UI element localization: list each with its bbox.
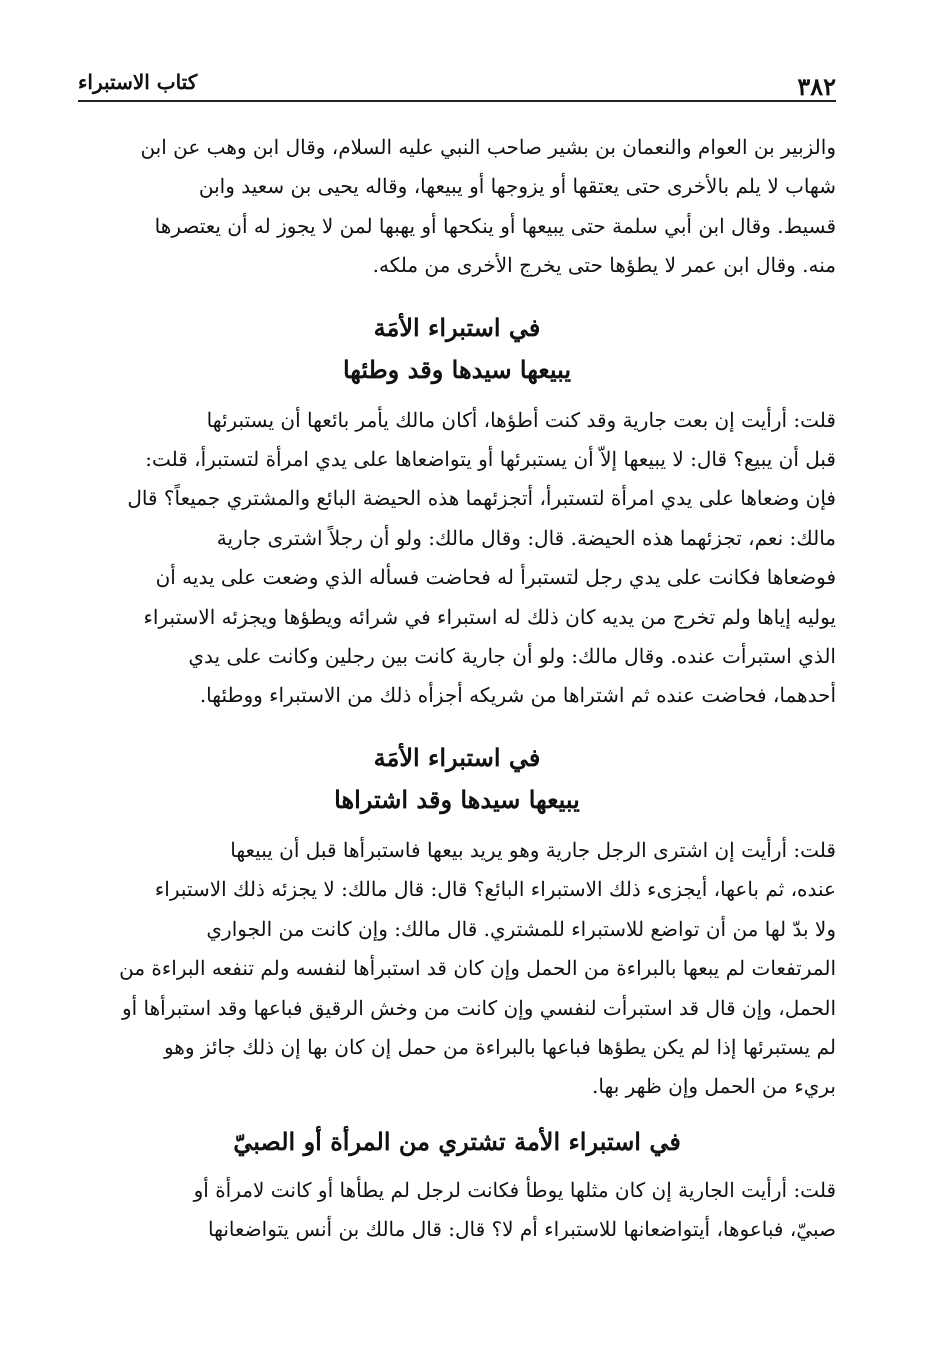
text-line: لم يستبرئها إذا لم يكن يطؤها فباعها بالبراءة من حمل إن كان بها إن ذلك جائز وهو: [163, 1034, 836, 1059]
section-sold-after-intercourse: [78, 286, 836, 716]
heading-line: في استبراء الأمَة: [373, 742, 541, 772]
text-line: الذي استبرأت عنده. وقال مالك: ولو أن جارية كانت بين رجلين وكانت على يدي: [188, 644, 836, 669]
page-content: [78, 128, 836, 1250]
text-line: المرتفعات لم يبعها بالبراءة من الحمل وإن كان قد استبرأها لنفسه ولم تنفعه البراءة من: [119, 956, 836, 981]
text-line: صبيّ، فباعوها، أيتواضعانها للاستبراء أم لا؟ قال: قال مالك بن أنس يتواضعانها: [208, 1217, 836, 1242]
running-title: كتاب الاستبراء: [78, 70, 198, 94]
text-line: قلت: أرأيت الجارية إن كان مثلها يوطأ فكانت لرجل لم يطأها أو كانت لامرأة أو: [193, 1177, 836, 1202]
heading-line: يبيعها سيدها وقد وطئها: [342, 354, 572, 384]
text-line: قلت: أرأيت إن اشترى الرجل جارية وهو يريد بيعها فاستبرأها قبل أن يبيعها: [230, 837, 836, 862]
section-sold-after-purchase: [78, 716, 836, 1107]
section-bought-from-woman-or-boy: [78, 1107, 836, 1250]
section-intro: [78, 128, 836, 286]
text-line: منه. وقال ابن عمر لا يطؤها حتى يخرج الأخرى من ملكه.: [372, 253, 836, 278]
text-line: فوضعاها فكانت على يدي رجل لتستبرأ له فحاضت فسأله الذي وضعت على يديه أن: [155, 565, 836, 590]
text-line: فإن وضعاها على يدي امرأة لتستبرأ، أتجزئهما هذه الحيضة البائع والمشتري جميعاً؟ قال: [127, 486, 836, 511]
text-line: شهاب لا يلم بالأخرى حتى يعتقها أو يزوجها أو يبيعها، وقاله يحيى بن سعيد وابن: [198, 174, 836, 199]
text-line: أحدهما، فحاضت عنده ثم اشتراها من شريكه أجزأه ذلك من الاستبراء ووطئها.: [199, 683, 836, 708]
heading-line: يبيعها سيدها وقد اشتراها: [334, 784, 580, 814]
section-heading: [78, 1107, 836, 1171]
text-line: عنده، ثم باعها، أيجزىء ذلك الاستبراء البائع؟ قال: قال مالك: لا يجزئه ذلك الاستبراء: [154, 877, 836, 902]
heading-line: في استبراء الأمة تشتري من المرأة أو الصبيّ: [233, 1126, 681, 1156]
text-line: ولا بدّ لها من أن تواضع للاستبراء للمشتري. قال مالك: وإن كانت من الجواري: [206, 916, 836, 941]
page-number: ٣٨٢: [797, 72, 836, 101]
text-line: بريء من الحمل وإن ظهر بها.: [592, 1074, 836, 1099]
section-heading: [78, 286, 836, 401]
text-line: قسيط. وقال ابن أبي سلمة حتى يبيعها أو ينكحها أو يهبها لمن لا يجوز له أن يعتصرها: [154, 213, 836, 238]
text-line: مالك: نعم، تجزئهما هذه الحيضة. قال: وقال مالك: ولو أن رجلاً اشترى جارية: [216, 525, 836, 550]
text-line: قبل أن يبيع؟ قال: لا يبيعها إلاّ أن يستبرئها أو يتواضعاها على يدي امرأة لتستبرأ، قلت:: [145, 447, 836, 472]
text-line: الحمل، وإن قال قد استبرأت لنفسي وإن كانت من وخش الرقيق فباعها وقد استبرأها أو: [121, 995, 836, 1020]
section-heading: [78, 716, 836, 831]
heading-line: في استبراء الأمَة: [373, 312, 541, 342]
text-line: يوليه إياها ولم تخرج من يديه كان ذلك له استبراء في شرائه ويطؤها ويجزئه الاستبراء: [143, 604, 836, 629]
text-line: قلت: أرأيت إن بعت جارية وقد كنت أطؤها، أكان مالك يأمر بائعها أن يستبرئها: [206, 407, 836, 432]
page-header: [78, 62, 836, 102]
text-line: والزبير بن العوام والنعمان بن بشير صاحب النبي عليه السلام، وقال ابن وهب عن ابن: [140, 135, 836, 159]
